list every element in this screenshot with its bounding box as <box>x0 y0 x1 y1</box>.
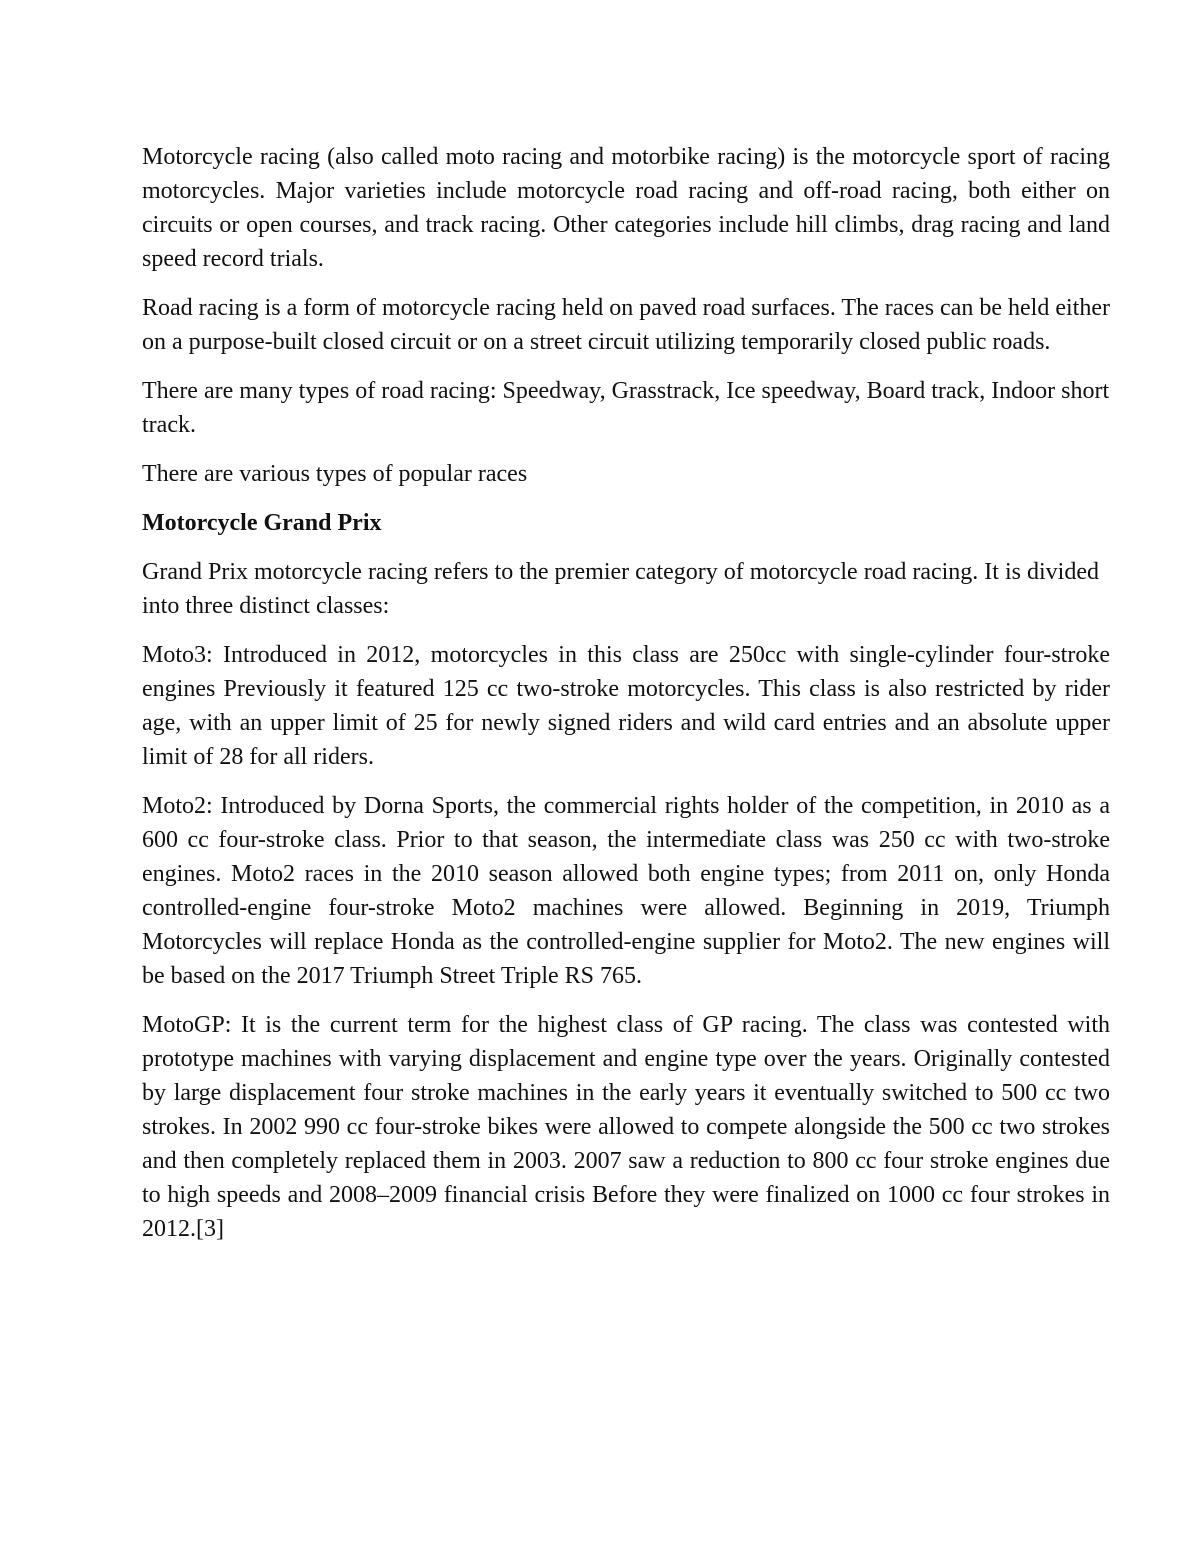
paragraph-road-racing: Road racing is a form of motorcycle racing held on paved road surfaces. The races can be held either on a purpose-built closed circuit or on a street circuit utilizing temporarily closed public roads. <box>142 295 1110 355</box>
paragraph-moto3: Moto3: Introduced in 2012, motorcycles in this class are 250cc with single-cylinder four-stroke engines Previously it featured 125 cc two-stroke motorcycles. This class is also restricted by rider age, with an upper limit of 25 for newly signed riders and wild card entries and an absolute upper limit of 28 for all riders. <box>142 642 1110 770</box>
paragraph-intro: Motorcycle racing (also called moto racing and motorbike racing) is the motorcycle sport of racing motorcycles. Major varieties include motorcycle road racing and off-road racing, both either on circuits or open courses, and track racing. Other categories include hill climbs, drag racing and land speed record trials. <box>142 144 1110 272</box>
paragraph-moto2: Moto2: Introduced by Dorna Sports, the commercial rights holder of the competition, in 2010 as a 600 cc four-stroke class. Prior to that season, the intermediate class was 250 cc with two-stroke engines. Moto2 races in the 2010 season allowed both engine types; from 2011 on, only Honda controlled-engine four-stroke Moto2 machines were allowed. Beginning in 2019, Triumph Motorcycles will replace Honda as the controlled-engine supplier for Moto2. The new engines will be based on the 2017 Triumph Street Triple RS 765. <box>142 793 1110 989</box>
paragraph-road-racing-types: There are many types of road racing: Speedway, Grasstrack, Ice speedway, Board track, Indoor short track. <box>142 378 1110 438</box>
document-body <box>142 140 1110 1261</box>
paragraph-grand-prix: Grand Prix motorcycle racing refers to the premier category of motorcycle road racing. It is divided into three distinct classes: <box>142 559 1099 619</box>
paragraph-motogp: MotoGP: It is the current term for the highest class of GP racing. The class was contested with prototype machines with varying displacement and engine type over the years. Originally contested by large displacement four stroke machines in the early years it eventually switched to 500 cc two strokes. In 2002 990 cc four-stroke bikes were allowed to compete alongside the 500 cc two strokes and then completely replaced them in 2003. 2007 saw a reduction to 800 cc four stroke engines due to high speeds and 2008–2009 financial crisis Before they were finalized on 1000 cc four strokes in 2012.[3] <box>142 1012 1110 1242</box>
section-heading-grand-prix: Motorcycle Grand Prix <box>142 510 382 536</box>
paragraph-popular-races: There are various types of popular races <box>142 461 528 487</box>
